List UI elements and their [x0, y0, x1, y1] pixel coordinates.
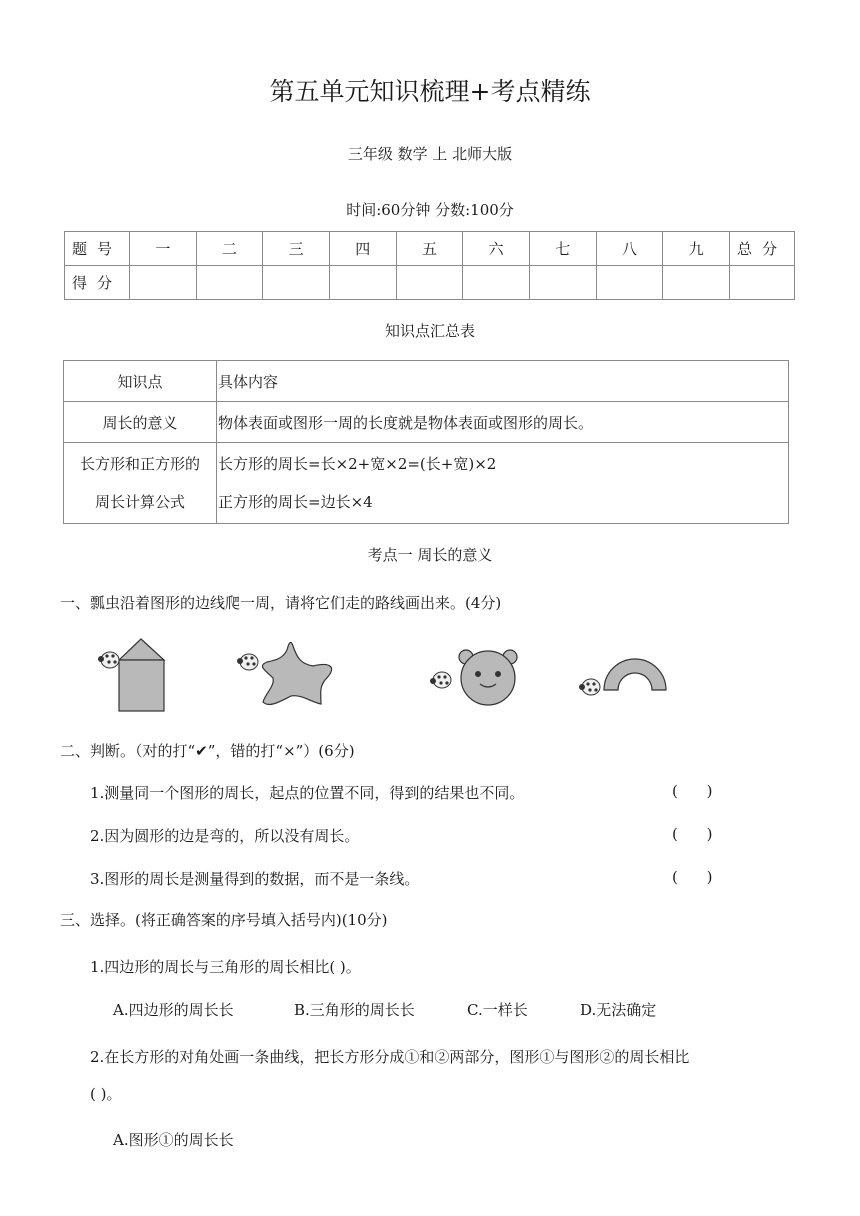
column-1: 一 — [130, 232, 197, 266]
answer-parentheses[interactable]: ( ) — [672, 868, 713, 886]
table-row — [64, 402, 789, 443]
ladybug-arch-figure — [578, 652, 670, 700]
option-d[interactable]: D.无法确定 — [580, 1001, 657, 1019]
arch-shape — [604, 659, 666, 690]
section-heading: 考点一 周长的意义 — [367, 546, 493, 564]
column-7: 七 — [529, 232, 596, 266]
column-total: 总分 — [730, 232, 795, 266]
option-b[interactable]: B.三角形的周长长 — [294, 1001, 415, 1019]
score-cell[interactable] — [329, 266, 396, 300]
knowledge-summary-heading: 知识点汇总表 — [384, 322, 475, 340]
score-cell-total[interactable] — [730, 266, 795, 300]
knowledge-table — [63, 360, 789, 524]
col-header-point: 知识点 — [64, 361, 217, 402]
knowledge-point-line: 周长计算公式 — [94, 493, 185, 511]
column-5: 五 — [396, 232, 463, 266]
column-9: 九 — [663, 232, 730, 266]
knowledge-point: 周长的意义 — [64, 402, 217, 443]
score-cell[interactable] — [263, 266, 330, 300]
score-cell[interactable] — [130, 266, 197, 300]
knowledge-point-line: 长方形和正方形的 — [79, 455, 200, 473]
ladybug-icon — [237, 654, 258, 670]
row-label-question-number: 题号 — [65, 232, 130, 266]
row-label-score: 得分 — [65, 266, 130, 300]
judge-item: 1.测量同一个图形的周长，起点的位置不同，得到的结果也不同。 — [90, 784, 525, 802]
ladybug-icon — [430, 672, 451, 688]
score-cell[interactable] — [463, 266, 530, 300]
page-title: 第五单元知识梳理+考点精练 — [269, 77, 591, 106]
score-cell[interactable] — [196, 266, 263, 300]
column-3: 三 — [263, 232, 330, 266]
knowledge-table-header — [64, 361, 789, 402]
column-6: 六 — [463, 232, 530, 266]
ladybug-icon — [98, 652, 119, 668]
question-3: 三、选择。(将正确答案的序号填入括号内)(10分) — [60, 911, 388, 929]
score-table-header-row — [65, 232, 795, 266]
subtitle: 三年级 数学 上 北师大版 — [347, 145, 513, 163]
score-table — [64, 231, 795, 300]
question-2: 二、判断。（对的打“✔”，错的打“×”）(6分) — [60, 742, 355, 760]
choice-question-2: 2.在长方形的对角处画一条曲线，把长方形分成①和②两部分，图形①与图形②的周长相比 — [90, 1048, 690, 1066]
knowledge-content — [217, 443, 789, 524]
score-cell[interactable] — [596, 266, 663, 300]
star-shape — [262, 643, 331, 705]
square-body-shape — [119, 660, 164, 711]
rectangle-perimeter-formula: 长方形的周长=长×2+宽×2=(长+宽)×2 — [218, 455, 497, 473]
score-cell[interactable] — [529, 266, 596, 300]
ladybug-house-figure — [98, 636, 172, 714]
question-1: 一、瓢虫沿着图形的边线爬一周，请将它们走的路线画出来。(4分) — [60, 594, 502, 612]
column-2: 二 — [196, 232, 263, 266]
square-perimeter-formula: 正方形的周长=边长×4 — [218, 493, 373, 511]
column-4: 四 — [329, 232, 396, 266]
knowledge-content: 物体表面或图形一周的长度就是物体表面或图形的周长。 — [217, 402, 789, 443]
column-8: 八 — [596, 232, 663, 266]
choice-question-1: 1.四边形的周长与三角形的周长相比( )。 — [90, 958, 361, 976]
col-header-content: 具体内容 — [217, 361, 789, 402]
triangle-roof-shape — [119, 639, 164, 660]
option-a[interactable]: A.四边形的周长长 — [113, 1001, 234, 1019]
ladybug-star-figure — [235, 636, 337, 708]
ladybug-icon — [579, 679, 600, 695]
score-cell[interactable] — [396, 266, 463, 300]
score-cell[interactable] — [663, 266, 730, 300]
bear-face-shape — [461, 651, 515, 705]
option-c[interactable]: C.一样长 — [467, 1001, 528, 1019]
judge-item: 2.因为圆形的边是弯的，所以没有周长。 — [90, 827, 360, 845]
table-row — [64, 443, 789, 524]
judge-item: 3.图形的周长是测量得到的数据，而不是一条线。 — [90, 870, 420, 888]
knowledge-point — [64, 443, 217, 524]
answer-parentheses[interactable]: ( ) — [672, 782, 713, 800]
answer-parentheses[interactable]: ( ) — [672, 825, 713, 843]
time-score-info: 时间:60分钟 分数:100分 — [346, 201, 514, 219]
score-table-score-row — [65, 266, 795, 300]
ladybug-bear-face-figure — [428, 648, 524, 708]
choice-question-2-continued: ( )。 — [90, 1085, 122, 1103]
option-a[interactable]: A.图形①的周长长 — [113, 1131, 234, 1149]
